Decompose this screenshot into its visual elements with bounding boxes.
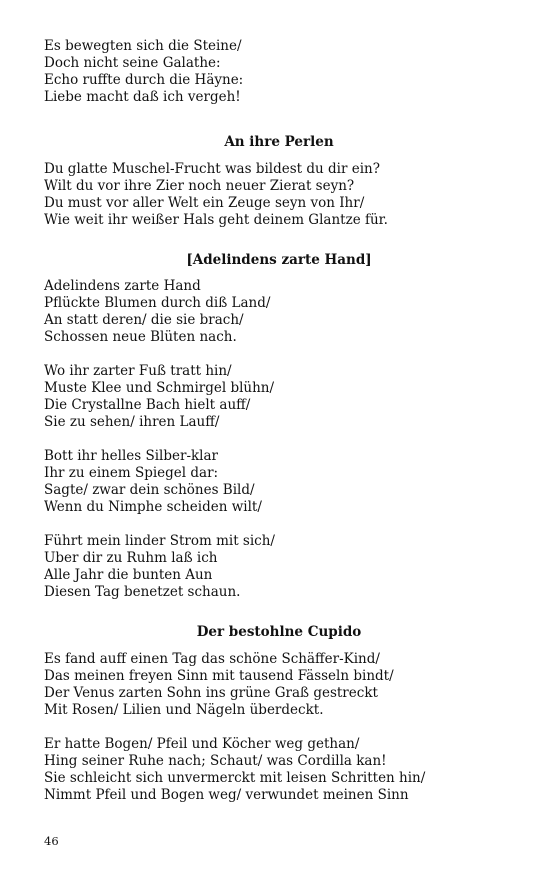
verse-line: Pflückte Blumen durch diß Land/ [44,295,271,311]
verse-line: Führt mein linder Strom mit sich/ [44,533,275,549]
poem-title: An ihre Perlen [224,134,334,150]
verse-line: Liebe macht daß ich vergeh! [44,89,241,105]
verse-line: Echo ruffte durch die Häyne: [44,72,244,88]
poem-stanza [44,533,514,601]
verse-line: Diesen Tag benetzet schaun. [44,584,241,600]
verse-line: Ihr zu einem Spiegel dar: [44,465,219,481]
verse-line: An statt deren/ die sie brach/ [44,312,244,328]
verse-line: Es bewegten sich die Steine/ [44,38,242,54]
verse-line: Er hatte Bogen/ Pfeil und Köcher weg gethan/ [44,736,360,752]
verse-line: Schossen neue Blüten nach. [44,329,237,345]
page-text [44,38,514,804]
page-number: 46 [44,834,59,848]
verse-line: Wenn du Nimphe scheiden wilt/ [44,499,262,515]
poem-stanza [44,448,514,516]
verse-line: Du glatte Muschel-Frucht was bildest du dir ein? [44,161,380,177]
verse-line: Das meinen freyen Sinn mit tausend Fässeln bindt/ [44,668,394,684]
verse-line: Es fand auff einen Tag das schöne Schäffer-Kind/ [44,651,380,667]
verse-line: Die Crystallne Bach hielt auff/ [44,397,251,413]
verse-line: Sie schleicht sich unvermerckt mit leisen Schritten hin/ [44,770,426,786]
verse-line: Wilt du vor ihre Zier noch neuer Zierat seyn? [44,178,355,194]
verse-line: Nimmt Pfeil und Bogen weg/ verwundet meinen Sinn [44,787,409,803]
poem-title: [Adelindens zarte Hand] [186,252,372,268]
poem-stanza [44,278,514,346]
verse-line: Sagte/ zwar dein schönes Bild/ [44,482,255,498]
poem-stanza [44,363,514,431]
verse-line: Sie zu sehen/ ihren Lauff/ [44,414,220,430]
opening-stanza [44,38,514,106]
poem-stanza [44,736,514,804]
verse-line: Wie weit ihr weißer Hals geht deinem Glantze für. [44,212,388,228]
poem-stanza [44,161,514,229]
verse-line: Doch nicht seine Galathe: [44,55,221,71]
verse-line: Wo ihr zarter Fuß tratt hin/ [44,363,232,379]
poem-title: Der bestohlne Cupido [196,624,362,640]
verse-line: Adelindens zarte Hand [44,278,201,294]
poem-stanza [44,651,514,719]
verse-line: Mit Rosen/ Lilien und Nägeln überdeckt. [44,702,324,718]
verse-line: Uber dir zu Ruhm laß ich [44,550,218,566]
verse-line: Der Venus zarten Sohn ins grüne Graß gestreckt [44,685,378,701]
verse-line: Hing seiner Ruhe nach; Schaut/ was Cordilla kan! [44,753,387,769]
verse-line: Muste Klee und Schmirgel blühn/ [44,380,275,396]
verse-line: Bott ihr helles Silber-klar [44,448,219,464]
verse-line: Du must vor aller Welt ein Zeuge seyn von Ihr/ [44,195,365,211]
verse-line: Alle Jahr die bunten Aun [44,567,213,583]
